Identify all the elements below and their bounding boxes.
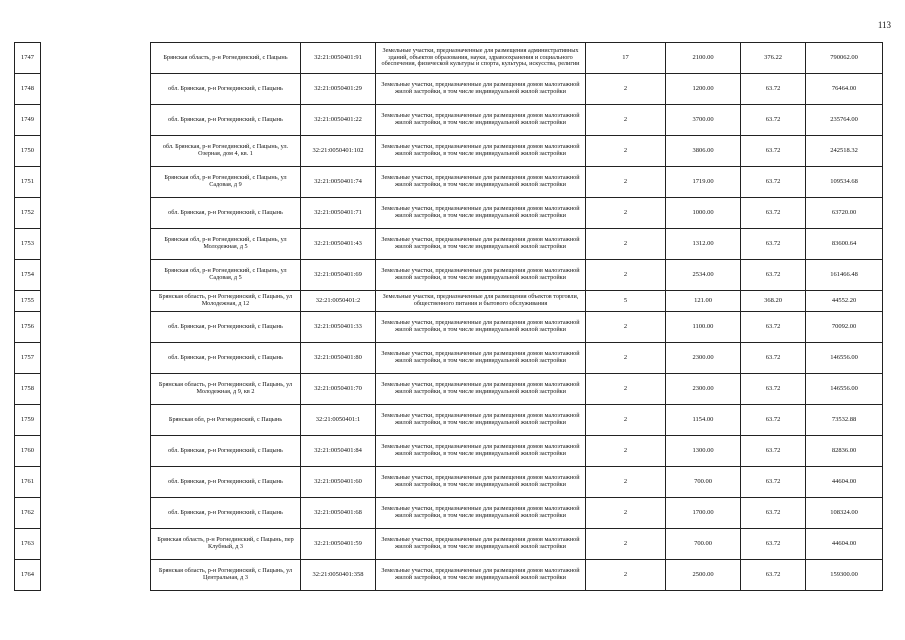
cell-row-number: 1747 [15, 43, 41, 74]
cell-land-use: Земельные участки, предназначенные для размещения домов малоэтажной жилой застройки, в том числе индивидуальной жилой застройки [376, 105, 586, 136]
cell-row-number: 1757 [15, 343, 41, 374]
cell-address: обл. Брянская, р-н Рогнединский, с Пацынь [151, 198, 301, 229]
cell-cadastral-number: 32:21:0050401:2 [301, 291, 376, 312]
cell-cadastral-number: 32:21:0050401:71 [301, 198, 376, 229]
cell-cadastral-value: 82836.00 [806, 436, 883, 467]
cell-cadastral-value: 73532.88 [806, 405, 883, 436]
cell-spacer [41, 167, 151, 198]
cell-spacer [41, 436, 151, 467]
cell-row-number: 1752 [15, 198, 41, 229]
cell-address: обл. Брянская, р-н Рогнединский, с Пацынь [151, 343, 301, 374]
cell-use-group: 2 [586, 167, 666, 198]
cell-address: обл. Брянская, р-н Рогнединский, с Пацынь [151, 498, 301, 529]
cell-specific-value: 376.22 [741, 43, 806, 74]
cell-cadastral-value: 146556.00 [806, 343, 883, 374]
cell-use-group: 2 [586, 343, 666, 374]
cell-specific-value: 63.72 [741, 312, 806, 343]
cell-address: Брянская обл, р-н Рогнединский, с Пацынь [151, 405, 301, 436]
table-row [15, 291, 883, 312]
cell-use-group: 2 [586, 105, 666, 136]
cell-row-number: 1754 [15, 260, 41, 291]
table-row [15, 260, 883, 291]
cell-spacer [41, 198, 151, 229]
cell-area: 1719.00 [666, 167, 741, 198]
cell-land-use: Земельные участки, предназначенные для размещения домов малоэтажной жилой застройки, в том числе индивидуальной жилой застройки [376, 467, 586, 498]
cell-specific-value: 63.72 [741, 405, 806, 436]
cell-spacer [41, 229, 151, 260]
cell-address: Брянская область, р-н Рогнединский, с Пацынь, ул Центральная, д 3 [151, 560, 301, 591]
cell-address: обл. Брянская, р-н Рогнединский, с Пацынь [151, 74, 301, 105]
cell-cadastral-value: 790062.00 [806, 43, 883, 74]
cell-specific-value: 63.72 [741, 498, 806, 529]
cell-cadastral-number: 32:21:0050401:70 [301, 374, 376, 405]
cell-cadastral-value: 83600.64 [806, 229, 883, 260]
cell-cadastral-value: 235764.00 [806, 105, 883, 136]
cell-use-group: 2 [586, 136, 666, 167]
cell-use-group: 5 [586, 291, 666, 312]
cell-row-number: 1763 [15, 529, 41, 560]
cell-specific-value: 368.20 [741, 291, 806, 312]
cell-cadastral-value: 161466.48 [806, 260, 883, 291]
cell-specific-value: 63.72 [741, 136, 806, 167]
cell-spacer [41, 260, 151, 291]
table-row [15, 560, 883, 591]
cell-use-group: 2 [586, 198, 666, 229]
cell-spacer [41, 374, 151, 405]
cell-use-group: 2 [586, 498, 666, 529]
cell-spacer [41, 136, 151, 167]
cell-specific-value: 63.72 [741, 198, 806, 229]
table-row [15, 229, 883, 260]
cell-land-use: Земельные участки, предназначенные для размещения домов малоэтажной жилой застройки, в том числе индивидуальной жилой застройки [376, 405, 586, 436]
cell-row-number: 1759 [15, 405, 41, 436]
cell-cadastral-value: 44604.00 [806, 467, 883, 498]
cell-row-number: 1751 [15, 167, 41, 198]
table-body [15, 43, 883, 591]
cell-land-use: Земельные участки, предназначенные для размещения домов малоэтажной жилой застройки, в том числе индивидуальной жилой застройки [376, 529, 586, 560]
cell-land-use: Земельные участки, предназначенные для размещения домов малоэтажной жилой застройки, в том числе индивидуальной жилой застройки [376, 136, 586, 167]
table-row [15, 105, 883, 136]
cell-address: обл. Брянская, р-н Рогнединский, с Пацынь [151, 105, 301, 136]
cell-specific-value: 63.72 [741, 467, 806, 498]
cell-area: 700.00 [666, 467, 741, 498]
table-row [15, 43, 883, 74]
cell-cadastral-value: 76464.00 [806, 74, 883, 105]
cell-use-group: 2 [586, 529, 666, 560]
cell-spacer [41, 405, 151, 436]
table-row [15, 74, 883, 105]
cell-area: 1700.00 [666, 498, 741, 529]
table-row [15, 498, 883, 529]
cell-cadastral-value: 70092.00 [806, 312, 883, 343]
cell-land-use: Земельные участки, предназначенные для размещения домов малоэтажной жилой застройки, в том числе индивидуальной жилой застройки [376, 74, 586, 105]
cell-address: Брянская область, р-н Рогнединский, с Пацынь, ул Молодежная, д 9, кв 2 [151, 374, 301, 405]
cell-land-use: Земельные участки, предназначенные для размещения административных зданий, объектов образования, науки, здравоохранения и социального обеспечения, физической культуры и спорта, культуры, искусства, религии [376, 43, 586, 74]
table-row [15, 198, 883, 229]
cell-area: 3700.00 [666, 105, 741, 136]
cell-row-number: 1750 [15, 136, 41, 167]
cell-land-use: Земельные участки, предназначенные для размещения объектов торговли, общественного питания и бытового обслуживания [376, 291, 586, 312]
cell-spacer [41, 291, 151, 312]
table-row [15, 467, 883, 498]
cell-specific-value: 63.72 [741, 436, 806, 467]
cell-cadastral-value: 109534.68 [806, 167, 883, 198]
table-row [15, 436, 883, 467]
cell-cadastral-value: 159300.00 [806, 560, 883, 591]
page-number: 113 [877, 20, 891, 30]
cell-area: 2500.00 [666, 560, 741, 591]
cell-area: 1000.00 [666, 198, 741, 229]
cell-specific-value: 63.72 [741, 374, 806, 405]
cell-cadastral-number: 32:21:0050401:80 [301, 343, 376, 374]
cell-row-number: 1756 [15, 312, 41, 343]
cell-row-number: 1755 [15, 291, 41, 312]
cell-land-use: Земельные участки, предназначенные для размещения домов малоэтажной жилой застройки, в том числе индивидуальной жилой застройки [376, 343, 586, 374]
cell-cadastral-value: 44604.00 [806, 529, 883, 560]
cell-cadastral-number: 32:21:0050401:69 [301, 260, 376, 291]
cell-address: Брянская область, р-н Рогнединский, с Пацынь, ул Молодежная, д 12 [151, 291, 301, 312]
cell-specific-value: 63.72 [741, 260, 806, 291]
cell-area: 1312.00 [666, 229, 741, 260]
cell-address: Брянская область, р-н Рогнединский, с Пацынь [151, 43, 301, 74]
cell-cadastral-number: 32:21:0050401:29 [301, 74, 376, 105]
cell-address: обл. Брянская, р-н Рогнединский, с Пацынь [151, 436, 301, 467]
cell-spacer [41, 529, 151, 560]
cell-land-use: Земельные участки, предназначенные для размещения домов малоэтажной жилой застройки, в том числе индивидуальной жилой застройки [376, 260, 586, 291]
cell-land-use: Земельные участки, предназначенные для размещения домов малоэтажной жилой застройки, в том числе индивидуальной жилой застройки [376, 560, 586, 591]
cell-area: 121.00 [666, 291, 741, 312]
cell-spacer [41, 74, 151, 105]
cell-address: Брянская обл, р-н Рогнединский, с Пацынь, ул Молодежная, д 5 [151, 229, 301, 260]
cell-cadastral-value: 108324.00 [806, 498, 883, 529]
cell-use-group: 2 [586, 560, 666, 591]
cell-area: 1300.00 [666, 436, 741, 467]
cell-use-group: 17 [586, 43, 666, 74]
cell-address: Брянская область, р-н Рогнединский, с Пацынь, пер Клубный, д 3 [151, 529, 301, 560]
cell-row-number: 1748 [15, 74, 41, 105]
cell-use-group: 2 [586, 229, 666, 260]
cell-cadastral-value: 63720.00 [806, 198, 883, 229]
cell-spacer [41, 343, 151, 374]
cell-cadastral-number: 32:21:0050401:74 [301, 167, 376, 198]
cell-land-use: Земельные участки, предназначенные для размещения домов малоэтажной жилой застройки, в том числе индивидуальной жилой застройки [376, 374, 586, 405]
cell-cadastral-value: 146556.00 [806, 374, 883, 405]
cell-row-number: 1758 [15, 374, 41, 405]
table-row [15, 374, 883, 405]
cell-row-number: 1764 [15, 560, 41, 591]
cell-use-group: 2 [586, 374, 666, 405]
cell-cadastral-number: 32:21:0050401:84 [301, 436, 376, 467]
cell-specific-value: 63.72 [741, 343, 806, 374]
cell-spacer [41, 312, 151, 343]
cell-cadastral-number: 32:21:0050401:60 [301, 467, 376, 498]
cell-address: Брянская обл, р-н Рогнединский, с Пацынь, ул Садовая, д 5 [151, 260, 301, 291]
cell-specific-value: 63.72 [741, 529, 806, 560]
cell-spacer [41, 43, 151, 74]
cell-cadastral-number: 32:21:0050401:43 [301, 229, 376, 260]
cell-area: 1154.00 [666, 405, 741, 436]
cell-area: 700.00 [666, 529, 741, 560]
cell-use-group: 2 [586, 74, 666, 105]
cell-cadastral-number: 32:21:0050401:68 [301, 498, 376, 529]
cell-land-use: Земельные участки, предназначенные для размещения домов малоэтажной жилой застройки, в том числе индивидуальной жилой застройки [376, 498, 586, 529]
table-row [15, 405, 883, 436]
table-row [15, 312, 883, 343]
cell-cadastral-value: 242518.32 [806, 136, 883, 167]
cell-land-use: Земельные участки, предназначенные для размещения домов малоэтажной жилой застройки, в том числе индивидуальной жилой застройки [376, 312, 586, 343]
cell-use-group: 2 [586, 260, 666, 291]
cell-row-number: 1753 [15, 229, 41, 260]
cell-cadastral-number: 32:21:0050401:102 [301, 136, 376, 167]
cell-cadastral-number: 32:21:0050401:22 [301, 105, 376, 136]
cell-area: 2300.00 [666, 343, 741, 374]
cell-address: Брянская обл, р-н Рогнединский, с Пацынь, ул Садовая, д 9 [151, 167, 301, 198]
table-row [15, 167, 883, 198]
cell-area: 2534.00 [666, 260, 741, 291]
cell-specific-value: 63.72 [741, 229, 806, 260]
cell-use-group: 2 [586, 312, 666, 343]
cell-row-number: 1760 [15, 436, 41, 467]
cell-area: 1100.00 [666, 312, 741, 343]
cell-specific-value: 63.72 [741, 560, 806, 591]
cell-cadastral-number: 32:21:0050401:1 [301, 405, 376, 436]
cell-address: обл. Брянская, р-н Рогнединский, с Пацынь [151, 467, 301, 498]
cell-specific-value: 63.72 [741, 74, 806, 105]
cell-spacer [41, 560, 151, 591]
cell-area: 2100.00 [666, 43, 741, 74]
cell-area: 1200.00 [666, 74, 741, 105]
table-row [15, 136, 883, 167]
cell-area: 2300.00 [666, 374, 741, 405]
cell-land-use: Земельные участки, предназначенные для размещения домов малоэтажной жилой застройки, в том числе индивидуальной жилой застройки [376, 229, 586, 260]
cell-use-group: 2 [586, 467, 666, 498]
table-row [15, 529, 883, 560]
cell-address: обл. Брянская, р-н Рогнединский, с Пацынь [151, 312, 301, 343]
cell-row-number: 1761 [15, 467, 41, 498]
cell-spacer [41, 498, 151, 529]
cell-area: 3806.00 [666, 136, 741, 167]
cell-row-number: 1762 [15, 498, 41, 529]
cell-row-number: 1749 [15, 105, 41, 136]
cell-cadastral-number: 32:21:0050401:33 [301, 312, 376, 343]
cell-address: обл. Брянская, р-н Рогнединский, с Пацынь, ул. Озерная, дом 4, кв. 1 [151, 136, 301, 167]
cell-land-use: Земельные участки, предназначенные для размещения домов малоэтажной жилой застройки, в том числе индивидуальной жилой застройки [376, 198, 586, 229]
cadastral-value-table [14, 42, 883, 591]
cell-use-group: 2 [586, 405, 666, 436]
cell-cadastral-number: 32:21:0050401:358 [301, 560, 376, 591]
cell-spacer [41, 105, 151, 136]
table-row [15, 343, 883, 374]
cell-cadastral-number: 32:21:0050401:59 [301, 529, 376, 560]
cell-use-group: 2 [586, 436, 666, 467]
cell-land-use: Земельные участки, предназначенные для размещения домов малоэтажной жилой застройки, в том числе индивидуальной жилой застройки [376, 167, 586, 198]
cell-cadastral-value: 44552.20 [806, 291, 883, 312]
cell-specific-value: 63.72 [741, 167, 806, 198]
cell-specific-value: 63.72 [741, 105, 806, 136]
cell-spacer [41, 467, 151, 498]
cell-land-use: Земельные участки, предназначенные для размещения домов малоэтажной жилой застройки, в том числе индивидуальной жилой застройки [376, 436, 586, 467]
cell-cadastral-number: 32:21:0050401:91 [301, 43, 376, 74]
